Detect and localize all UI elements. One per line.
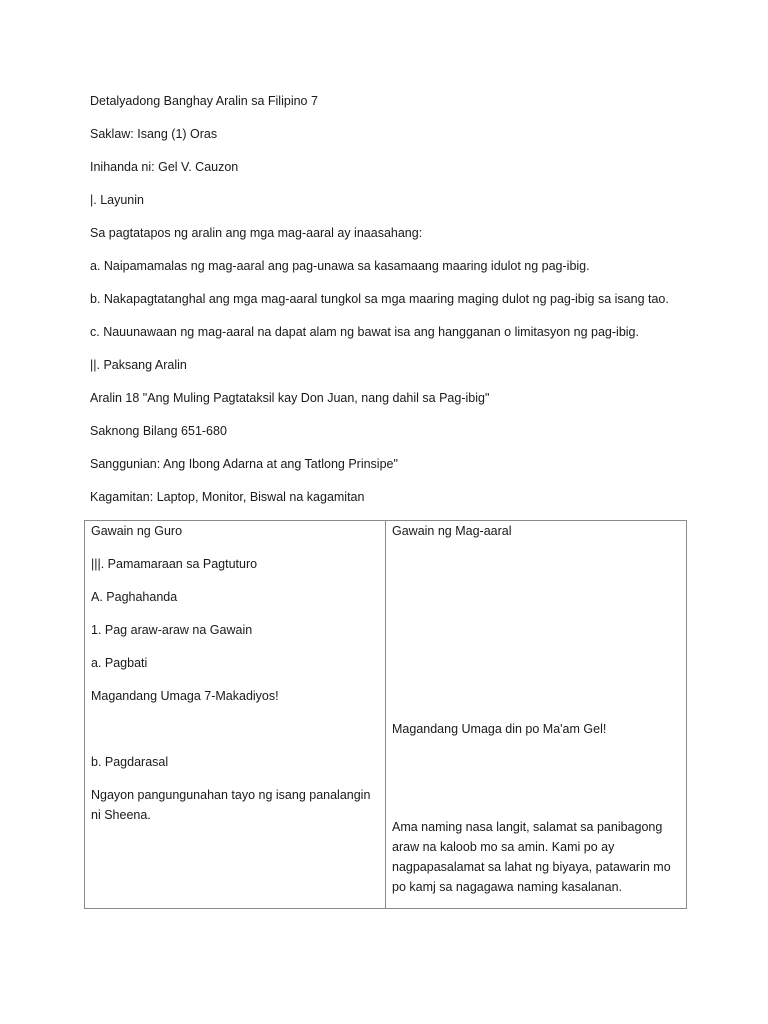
paksa-saknong: Saknong Bilang 651-680 [90,424,227,438]
mag-aaral-column-header: Gawain ng Mag-aaral [392,524,512,538]
guro-column [85,521,386,909]
paksa-kagamitan: Kagamitan: Laptop, Monitor, Biswal na kagamitan [90,490,365,504]
dasal-instruction [91,785,370,825]
layunin-intro: Sa pagtatapos ng aralin ang mga mag-aaral ay inaasahang: [90,226,423,240]
layunin-item-b: b. Nakapagtatanghal ang mga mag-aaral tungkol sa mga maaring maging dulot ng pag-ibig sa isang tao. [90,292,669,306]
saklaw-line: Saklaw: Isang (1) Oras [90,127,218,141]
document-title: Detalyadong Banghay Aralin sa Filipino 7 [90,94,318,108]
panalangin-line: po kamj sa nagagawa naming kasalanan. [392,880,623,894]
dasal-instruction-line: ni Sheena. [91,808,151,822]
paghahanda-heading: A. Paghahanda [91,590,178,604]
pagbati-heading: a. Pagbati [91,656,148,670]
paksa-heading: ||. Paksang Aralin [90,358,187,372]
layunin-heading: |. Layunin [90,193,144,207]
paksa-aralin: Aralin 18 "Ang Muling Pagtataksil kay Don Juan, nang dahil sa Pag-ibig" [90,391,490,405]
panalangin-line: Ama naming nasa langit, salamat sa panibagong [392,820,663,834]
araw-araw-heading: 1. Pag araw-araw na Gawain [91,623,253,637]
inihanda-line: Inihanda ni: Gel V. Cauzon [90,160,239,174]
panalangin-text [392,817,671,897]
dasal-instruction-line: Ngayon pangungunahan tayo ng isang panalangin [91,788,371,802]
paksa-sanggunian: Sanggunian: Ang Ibong Adarna at ang Tatlong Prinsipe" [90,457,398,471]
pagbati-text: Magandang Umaga 7-Makadiyos! [91,689,279,703]
panalangin-line: araw na kaloob mo sa amin. Kami po ay [392,840,615,854]
bati-sagot: Magandang Umaga din po Ma'am Gel! [392,722,607,736]
mag-aaral-column [386,521,687,909]
panalangin-line: nagpapasalamat sa lahat ng biyaya, patawarin mo [392,860,671,874]
pamamaraan-heading: |||. Pamamaraan sa Pagtuturo [91,557,258,571]
pagdarasal-heading: b. Pagdarasal [91,755,169,769]
layunin-item-a: a. Naipamamalas ng mag-aaral ang pag-unawa sa kasamaang maaring idulot ng pag-ibig. [90,259,590,273]
lesson-table [84,520,687,909]
layunin-item-c: c. Nauunawaan ng mag-aaral na dapat alam ng bawat isa ang hangganan o limitasyon ng pag-ibig. [90,325,639,339]
guro-column-header: Gawain ng Guro [91,524,183,538]
